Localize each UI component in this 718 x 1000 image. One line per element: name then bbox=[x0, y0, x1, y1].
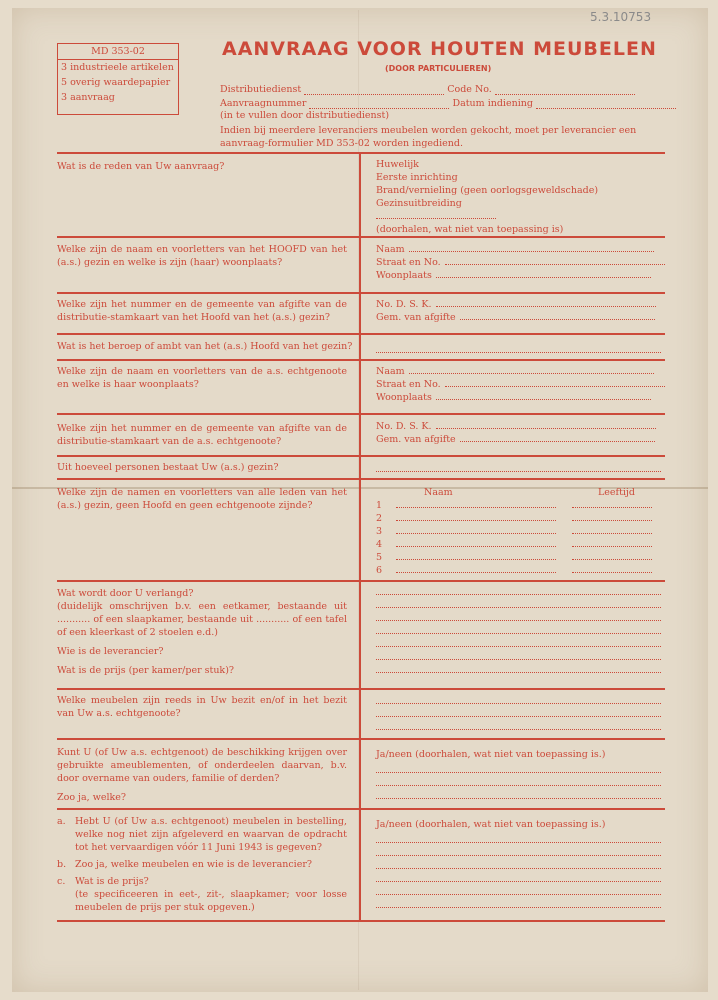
ja-neen[interactable]: Ja/neen (doorhalen, wat niet van toepassing is.) bbox=[376, 819, 606, 830]
option-brand[interactable]: Brand/vernieling (geen oorlogsgeweldschade) bbox=[376, 185, 599, 196]
answer-line[interactable] bbox=[376, 703, 661, 704]
beschikking-q2: Zoo ja, welke? bbox=[57, 792, 126, 803]
letter-b: b. bbox=[57, 859, 67, 870]
divider bbox=[57, 292, 665, 294]
beschikking-q1: Kunt U (of Uw a.s. echtgenoot) de beschikking krijgen over gebruikte ameublementen, of onderdeelen daarvan, b.v. door overname van ouders, familie of derden? bbox=[57, 747, 347, 784]
answer-line[interactable] bbox=[376, 842, 661, 843]
answer-line[interactable] bbox=[376, 620, 661, 621]
verlangd-q2: Wie is de leverancier? bbox=[57, 646, 164, 657]
field-label: No. D. S. K. bbox=[376, 299, 432, 310]
verlangd-q3: Wat is de prijs (per kamer/per stuk)? bbox=[57, 665, 234, 676]
divider bbox=[57, 920, 665, 922]
datum-label: Datum indiening bbox=[452, 98, 533, 109]
question-beroep: Wat is het beroep of ambt van het (a.s.) Hoofd van het gezin? bbox=[57, 341, 353, 352]
in-te-vullen-note: (in te vullen door distributiedienst) bbox=[220, 110, 390, 121]
question-verlangd bbox=[57, 587, 347, 683]
member-number: 4 bbox=[376, 539, 383, 550]
question-beschikking bbox=[57, 746, 347, 810]
divider bbox=[57, 580, 665, 582]
answer-bestelling[interactable] bbox=[376, 818, 666, 831]
option-gezinsuitbreiding[interactable]: Gezinsuitbreiding bbox=[376, 198, 462, 209]
question-echtgenoote: Welke zijn de naam en voorletters van de a.s. echtgenoote en welke is haar woonplaats? bbox=[57, 366, 347, 390]
member-number: 2 bbox=[376, 513, 383, 524]
bestelling-c: Wat is de prijs? bbox=[75, 876, 149, 887]
answer-personen[interactable] bbox=[376, 471, 661, 472]
field-label: No. D. S. K. bbox=[376, 421, 432, 432]
divider bbox=[57, 738, 665, 740]
field-label: Naam bbox=[376, 366, 405, 377]
field-label: Straat en No. bbox=[376, 379, 441, 390]
answer-line[interactable] bbox=[376, 855, 661, 856]
answer-reden[interactable] bbox=[376, 158, 666, 236]
question-bezit: Welke meubelen zijn reeds in Uw bezit en/of in het bezit van Uw a.s. echtgenoote? bbox=[57, 695, 347, 719]
divider bbox=[57, 359, 665, 361]
divider bbox=[57, 413, 665, 415]
answer-hoofd[interactable] bbox=[376, 243, 666, 282]
answer-beschikking[interactable] bbox=[376, 748, 666, 761]
answer-echtgenoote[interactable] bbox=[376, 365, 666, 404]
answer-line[interactable] bbox=[376, 607, 661, 608]
answer-line[interactable] bbox=[376, 672, 661, 673]
verlangd-q1: Wat wordt door U verlangd? bbox=[57, 588, 194, 599]
col-leeftijd: Leeftijd bbox=[598, 487, 635, 498]
col-naam: Naam bbox=[424, 487, 453, 498]
field-label: Straat en No. bbox=[376, 257, 441, 268]
bestelling-a: Hebt U (of Uw a.s. echtgenoot) meubelen in bestelling, welke nog niet zijn afgeleverd en waarvan de opdracht tot het vervaardigen vóór 11 Juni 1943 is gegeven? bbox=[75, 816, 347, 853]
answer-line[interactable] bbox=[376, 594, 661, 595]
member-number: 6 bbox=[376, 565, 383, 576]
question-leden: Welke zijn de namen en voorletters van alle leden van het (a.s.) gezin, geen Hoofd en geen echtgenoote zijnde? bbox=[57, 487, 347, 511]
answer-line[interactable] bbox=[376, 894, 661, 895]
divider bbox=[57, 455, 665, 457]
field-label: Naam bbox=[376, 244, 405, 255]
option-eerste-inrichting[interactable]: Eerste inrichting bbox=[376, 172, 458, 183]
form-code-box bbox=[57, 43, 179, 115]
question-personen: Uit hoeveel personen bestaat Uw (a.s.) gezin? bbox=[57, 462, 279, 473]
answer-line[interactable] bbox=[376, 659, 661, 660]
field-label: Gem. van afgifte bbox=[376, 312, 456, 323]
question-stamkaart-echtgenoote: Welke zijn het nummer en de gemeente van afgifte van de distributie-stamkaart van de a.s. echtgenoote? bbox=[57, 423, 347, 447]
field-label: Woonplaats bbox=[376, 270, 432, 281]
letter-a: a. bbox=[57, 816, 66, 827]
aanvraagnummer-field[interactable] bbox=[220, 98, 676, 109]
answer-line[interactable] bbox=[376, 907, 661, 908]
form-title: AANVRAAG VOOR HOUTEN MEUBELEN bbox=[222, 38, 657, 60]
form-code-line: 5 overig waardepapier bbox=[61, 77, 171, 88]
aanvraagnummer-label: Aanvraagnummer bbox=[220, 98, 307, 109]
answer-line[interactable] bbox=[376, 785, 661, 786]
ja-neen[interactable]: Ja/neen (doorhalen, wat niet van toepassing is.) bbox=[376, 749, 606, 760]
answer-line[interactable] bbox=[376, 772, 661, 773]
form-code-line: 3 aanvraag bbox=[61, 92, 115, 103]
option-huwelijk[interactable]: Huwelijk bbox=[376, 159, 419, 170]
verlangd-detail: (duidelijk omschrijven b.v. een eetkamer, bestaande uit ........... of een slaapkamer, bestaande uit ........... of een tafel of een kleerkast of 2 stoelen e.d.) bbox=[57, 601, 347, 638]
answer-leden[interactable] bbox=[376, 486, 666, 577]
form-code-header: MD 353-02 bbox=[58, 44, 178, 60]
question-stamkaart-hoofd: Welke zijn het nummer en de gemeente van afgifte van de distributie-stamkaart van het Hoofd van het (a.s.) gezin? bbox=[57, 299, 347, 323]
answer-stamkaart-hoofd[interactable] bbox=[376, 298, 666, 324]
question-bestelling bbox=[57, 815, 347, 914]
field-label: Woonplaats bbox=[376, 392, 432, 403]
bestelling-b: Zoo ja, welke meubelen en wie is de leverancier? bbox=[75, 859, 312, 870]
bestelling-c-detail: (te specificeeren in eet-, zit-, slaapkamer; voor losse meubelen de prijs per stuk opgeven.) bbox=[75, 889, 347, 913]
answer-line[interactable] bbox=[376, 716, 661, 717]
divider bbox=[57, 688, 665, 690]
answer-stamkaart-echtgenoote[interactable] bbox=[376, 420, 666, 446]
letter-c: c. bbox=[57, 876, 66, 887]
divider bbox=[57, 478, 665, 480]
answer-line[interactable] bbox=[376, 881, 661, 882]
answer-line[interactable] bbox=[376, 646, 661, 647]
answer-beroep[interactable] bbox=[376, 352, 661, 353]
form-code-line: 3 industrieele artikelen bbox=[61, 62, 174, 73]
column-divider bbox=[359, 152, 361, 920]
member-number: 1 bbox=[376, 500, 383, 511]
answer-line[interactable] bbox=[376, 729, 661, 730]
form-subtitle: (DOOR PARTICULIEREN) bbox=[385, 64, 492, 73]
member-number: 5 bbox=[376, 552, 383, 563]
member-number: 3 bbox=[376, 526, 383, 537]
answer-line[interactable] bbox=[376, 868, 661, 869]
instruction-note: Indien bij meerdere leveranciers meubelen worden gekocht, moet per leverancier een aanvraag-formulier MD 353-02 worden ingediend. bbox=[220, 125, 637, 149]
field-label: Gem. van afgifte bbox=[376, 434, 456, 445]
distributiedienst-label: Distributiedienst bbox=[220, 84, 302, 95]
divider bbox=[57, 152, 665, 154]
answer-line[interactable] bbox=[376, 798, 661, 799]
question-hoofd: Welke zijn de naam en voorletters van het HOOFD van het (a.s.) gezin en welke is zijn (haar) woonplaats? bbox=[57, 244, 347, 268]
divider bbox=[57, 333, 665, 335]
answer-line[interactable] bbox=[376, 633, 661, 634]
pencil-annotation: 5.3.10753 bbox=[590, 10, 652, 24]
distributiedienst-field[interactable] bbox=[220, 84, 635, 95]
code-no-label: Code No. bbox=[447, 84, 492, 95]
reden-footer: (doorhalen, wat niet van toepassing is) bbox=[376, 224, 564, 235]
divider bbox=[57, 236, 665, 238]
question-reden: Wat is de reden van Uw aanvraag? bbox=[57, 161, 225, 172]
